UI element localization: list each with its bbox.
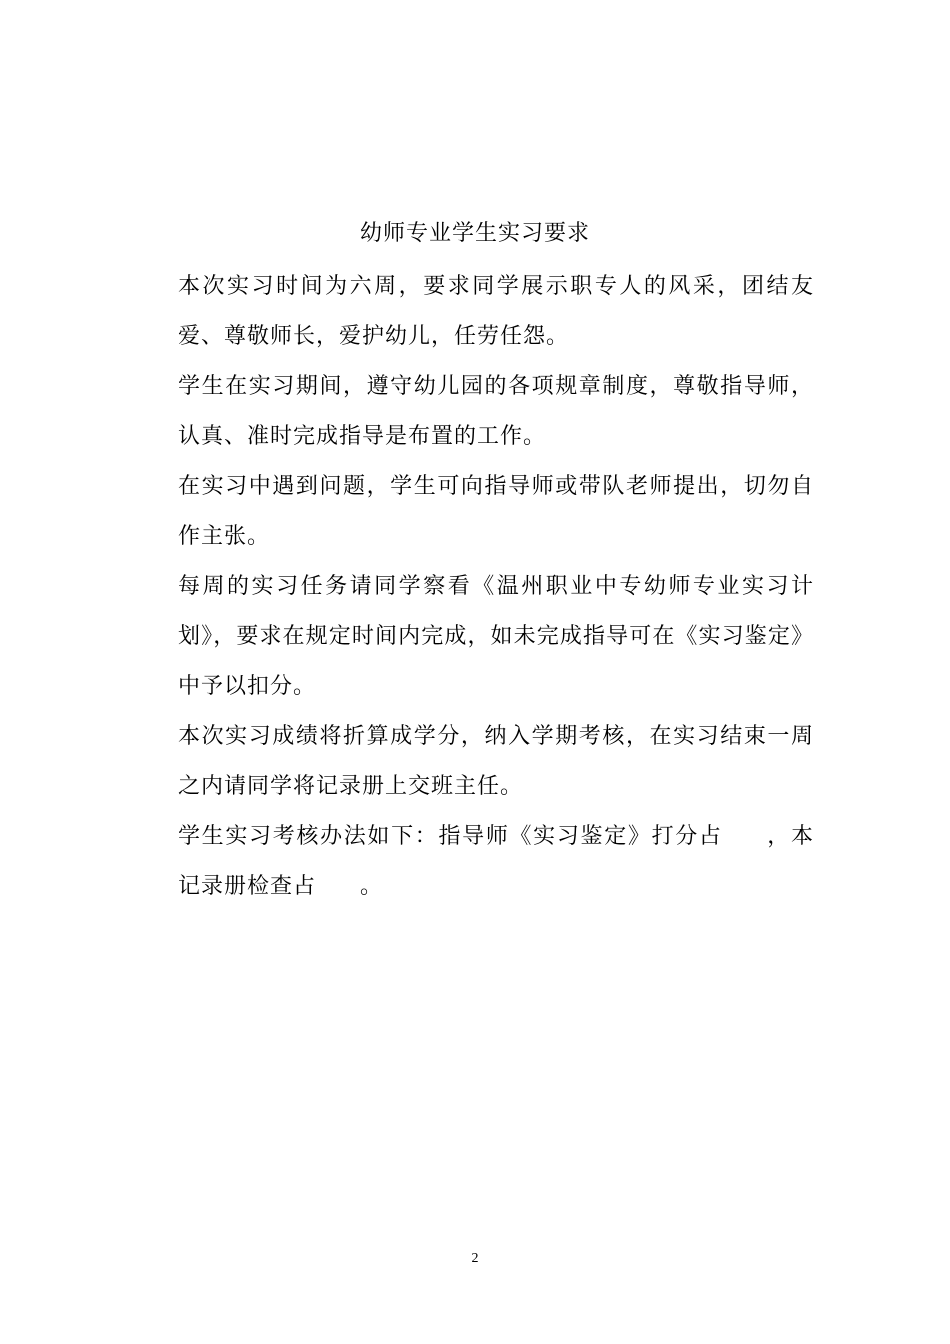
- document-title: 幼师专业学生实习要求: [359, 221, 590, 246]
- document-body: [178, 262, 814, 912]
- assessment-text-part1: 学生实习考核办法如下：指导师《实习鉴定》打分占: [178, 824, 723, 849]
- paragraph-problems: 在实习中遇到问题，学生可向指导师或带队老师提出，切勿自作主张。: [178, 474, 814, 549]
- paragraph-assessment: [178, 812, 814, 912]
- paragraph-rules: 学生在实习期间，遵守幼儿园的各项规章制度，尊敬指导师，认真、准时完成指导是布置的工作。: [178, 374, 814, 449]
- paragraph-credits: 本次实习成绩将折算成学分，纳入学期考核，在实习结束一周之内请同学将记录册上交班主任。: [178, 724, 814, 799]
- paragraph-duration: 本次实习时间为六周，要求同学展示职专人的风采，团结友爱、尊敬师长，爱护幼儿，任劳任怨。: [178, 274, 814, 349]
- assessment-text-part2: ，本记录册检查占: [178, 824, 814, 899]
- assessment-text-part3: 。: [360, 874, 384, 899]
- paragraph-weekly-tasks: 每周的实习任务请同学察看《温州职业中专幼师专业实习计划》，要求在规定时间内完成，如未完成指导可在《实习鉴定》中予以扣分。: [178, 574, 814, 699]
- page-number: 2: [471, 1251, 479, 1266]
